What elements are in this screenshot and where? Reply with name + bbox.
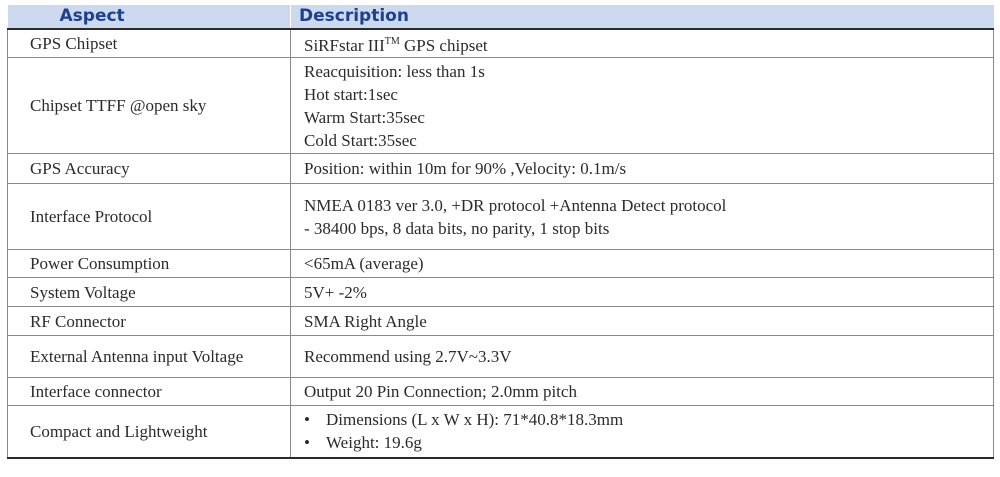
aspect-cell: Interface connector <box>8 378 291 406</box>
description-cell <box>291 154 994 184</box>
description-line: Position: within 10m for 90% ,Velocity: 0.1m/s <box>304 159 627 178</box>
description-line: - 38400 bps, 8 data bits, no parity, 1 stop bits <box>304 218 610 238</box>
description-line: Reacquisition: less than 1s <box>304 61 485 81</box>
aspect-cell: System Voltage <box>8 278 291 307</box>
aspect-cell: Interface Protocol <box>8 184 291 250</box>
aspect-cell: GPS Accuracy <box>8 154 291 184</box>
description-cell <box>291 278 994 307</box>
description-line: Hot start:1sec <box>304 84 398 104</box>
description-cell <box>291 406 994 458</box>
description-cell <box>291 250 994 278</box>
description-line: <65mA (average) <box>304 254 424 273</box>
description-cell <box>291 378 994 406</box>
table-row <box>8 58 994 154</box>
table-row <box>8 184 994 250</box>
aspect-cell: External Antenna input Voltage <box>8 336 291 378</box>
description-line: Warm Start:35sec <box>304 107 425 127</box>
table-row <box>8 378 994 406</box>
spec-table <box>7 5 994 459</box>
description-line: Recommend using 2.7V~3.3V <box>304 347 512 366</box>
trademark-superscript: TM <box>384 36 400 47</box>
description-line: SiRFstar III <box>304 36 385 55</box>
table-header-row <box>8 5 994 29</box>
description-line: Cold Start:35sec <box>304 130 417 150</box>
aspect-cell: Power Consumption <box>8 250 291 278</box>
description-line: 5V+ -2% <box>304 282 367 302</box>
aspect-cell: GPS Chipset <box>8 29 291 58</box>
table-row <box>8 307 994 336</box>
description-header: Description <box>291 5 994 29</box>
aspect-cell: Chipset TTFF @open sky <box>8 58 291 154</box>
description-line: SMA Right Angle <box>304 311 427 331</box>
description-cell <box>291 307 994 336</box>
description-line-suffix: GPS chipset <box>399 36 488 55</box>
description-cell <box>291 58 994 154</box>
aspect-header: Aspect <box>8 5 291 29</box>
bullet-icon: • <box>304 410 310 430</box>
description-cell <box>291 336 994 378</box>
aspect-cell: Compact and Lightweight <box>8 406 291 458</box>
description-cell <box>291 184 994 250</box>
table-row <box>8 406 994 458</box>
bullet-item <box>304 431 985 454</box>
bullet-item <box>304 408 985 431</box>
aspect-cell: RF Connector <box>8 307 291 336</box>
description-line: Output 20 Pin Connection; 2.0mm pitch <box>304 382 577 401</box>
description-cell <box>291 29 994 58</box>
description-line: Weight: 19.6g <box>326 433 422 453</box>
table-row <box>8 250 994 278</box>
table-row <box>8 336 994 378</box>
description-line: Dimensions (L x W x H): 71*40.8*18.3mm <box>326 410 624 430</box>
table-row <box>8 278 994 307</box>
table-row <box>8 154 994 184</box>
table-row <box>8 29 994 58</box>
description-line: NMEA 0183 ver 3.0, +DR protocol +Antenna Detect protocol <box>304 195 727 215</box>
bullet-icon: • <box>304 433 310 453</box>
